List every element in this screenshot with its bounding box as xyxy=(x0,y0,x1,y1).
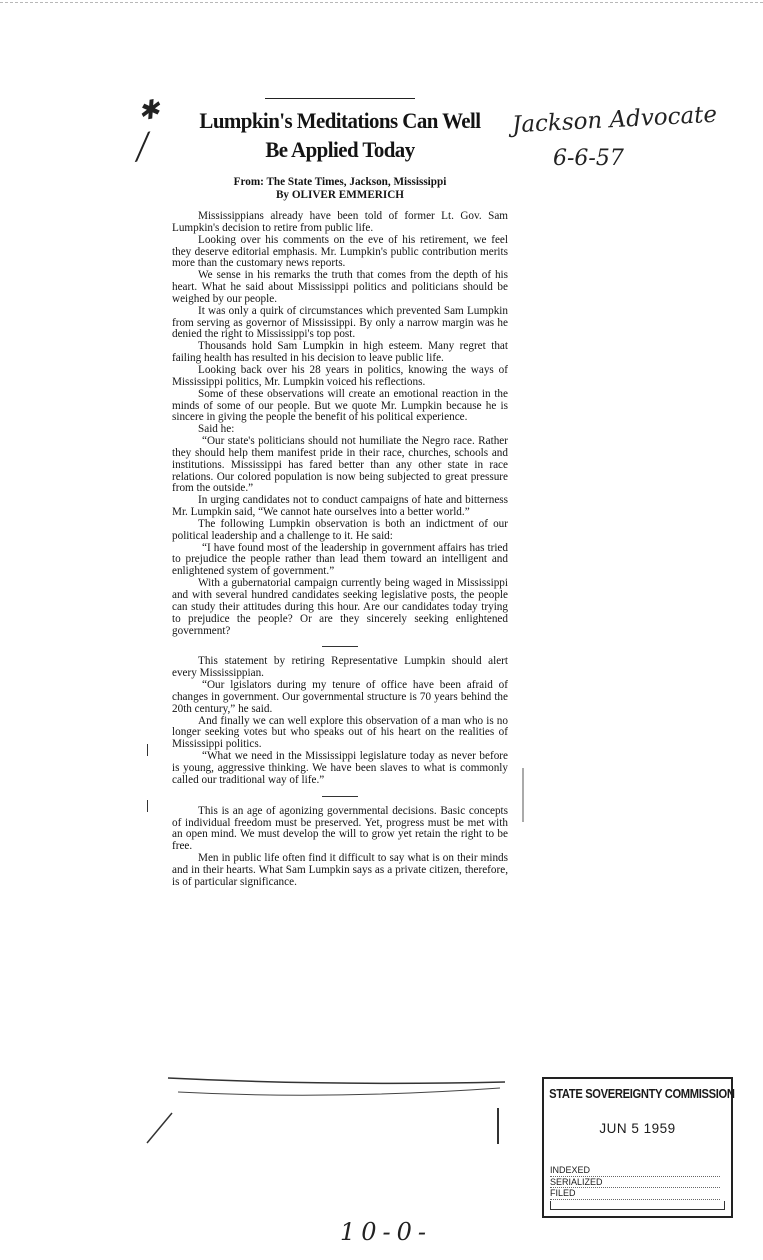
article-body xyxy=(172,211,508,889)
section-separator xyxy=(322,646,358,647)
paragraph: The following Lumpkin observation is both an indictment of our political leadership and a challenge to it. He said: xyxy=(172,517,508,542)
margin-check-mark: ⁄ xyxy=(134,127,151,169)
article-section-1 xyxy=(172,211,508,637)
margin-cross-mark: ✱ xyxy=(135,94,163,128)
paragraph: Said he: xyxy=(198,423,235,436)
paragraph: Some of these observations will create an emotional reaction in the minds of some of our people. But we quote Mr. Lumpkin because he is sincere in giving the people the benefit of his political experience. xyxy=(172,387,508,424)
stamp-bottom-box xyxy=(550,1201,725,1210)
paragraph: This is an age of agonizing governmental decisions. Basic concepts of individual freedom must be preserved. Yet, progress must be met with an open mind. We must develop the will to grow yet retain the right to be free. xyxy=(172,804,508,853)
commission-stamp xyxy=(542,1077,733,1218)
stamp-date: JUN 5 1959 xyxy=(599,1121,676,1136)
scan-top-edge xyxy=(0,2,763,3)
headline-line-2: Be Applied Today xyxy=(265,137,415,162)
paragraph: We sense in his remarks the truth that comes from the depth of his heart. What he said about Mississippi politics and politicians should be weighed by our people. xyxy=(172,269,508,305)
quote-paragraph: “Our lgislators during my tenure of office have been afraid of changes in government. Our governmental structure is 70 years behind the 20th century,” he said. xyxy=(172,679,508,715)
headline xyxy=(184,106,496,164)
stamp-title: STATE SOVEREIGNTY COMMISSION xyxy=(549,1086,735,1101)
paragraph: With a gubernatorial campaign currently being waged in Mississippi and with several hundred candidates seeking legislative posts, the people can study their attitudes during this hour. Are our candidates today trying to prejudice the people? Or are they sincerely seeking enlightened government? xyxy=(172,577,508,637)
handwritten-page-number: 10-0- xyxy=(340,1218,433,1246)
paragraph: Mississippians already have been told of former Lt. Gov. Sam Lumpkin's decision to retire from public life. xyxy=(172,210,508,234)
paragraph: Looking back over his 28 years in politics, knowing the ways of Mississippi politics, Mr. Lumpkin voiced his reflections. xyxy=(172,363,508,388)
byline: By OLIVER EMMERICH xyxy=(275,188,405,201)
clipping-bottom-edge xyxy=(168,1078,505,1083)
quote-paragraph: “What we need in the Mississippi legislature today as never before is young, aggressive thinking. We have been slaves to what is commonly called our traditional way of life.” xyxy=(172,750,508,786)
handwritten-date: 6-6-57 xyxy=(553,146,624,171)
stamp-fields xyxy=(550,1165,720,1200)
quote-paragraph: “I have found most of the leadership in government affairs has tried to prejudice the people rather than lead them toward an intelligent and enlightened system of government.” xyxy=(172,541,508,578)
handwritten-publication: Jackson Advocate xyxy=(511,101,718,139)
section-separator xyxy=(322,796,358,797)
quote-paragraph: “Our state's politicians should not humiliate the Negro race. Rather they should help them manifest pride in their race, churches, schools and institutions. Mississippi has fared better than any other state in race relations. Our colored population is now being subjected to great pressure from the outside.” xyxy=(172,435,508,495)
paragraph: This statement by retiring Representative Lumpkin should alert every Mississippian. xyxy=(172,655,508,680)
paragraph: In urging candidates not to conduct campaigns of hate and bitterness Mr. Lumpkin said, “We cannot hate ourselves into a better world.” xyxy=(172,494,508,519)
article-section-2 xyxy=(172,656,508,786)
paragraph: It was only a quirk of circumstances which prevented Sam Lumpkin from serving as governor of Mississippi. By only a narrow margin was he denied the right to Mississippi's top post. xyxy=(172,304,508,341)
newspaper-clipping xyxy=(172,98,508,889)
left-edge-tick xyxy=(147,744,148,756)
source: From: The State Times, Jackson, Mississippi xyxy=(233,176,447,188)
source-line xyxy=(172,176,508,201)
stamp-field-serialized: SERIALIZED xyxy=(550,1177,720,1189)
stamp-field-filed: FILED xyxy=(550,1188,720,1200)
vertical-edge-mark xyxy=(497,1108,499,1144)
article-section-3 xyxy=(172,806,508,889)
left-edge-tick xyxy=(147,800,148,812)
paragraph: Thousands hold Sam Lumpkin in high esteem. Many regret that failing health has resulted in his decision to leave public life. xyxy=(172,340,508,365)
headline-top-rule xyxy=(265,98,415,99)
paragraph: Looking over his comments on the eve of his retirement, we feel they deserve editorial emphasis. Mr. Lumpkin's public contribution merits more than the customary news reports. xyxy=(172,233,508,270)
stamp-field-indexed: INDEXED xyxy=(550,1165,720,1177)
headline-line-1: Lumpkin's Meditations Can Well xyxy=(199,108,481,133)
paragraph: Men in public life often find it difficult to say what is on their minds and in their hearts. What Sam Lumpkin says as a private citizen, therefore, is of particular significance. xyxy=(172,852,508,888)
clipping-bottom-edge-2 xyxy=(178,1088,500,1095)
paragraph: And finally we can well explore this observation of a man who is no longer seeking votes but who speaks out of his heart on the realities of Mississippi politics. xyxy=(172,714,508,751)
margin-slash-mark xyxy=(147,1113,172,1143)
